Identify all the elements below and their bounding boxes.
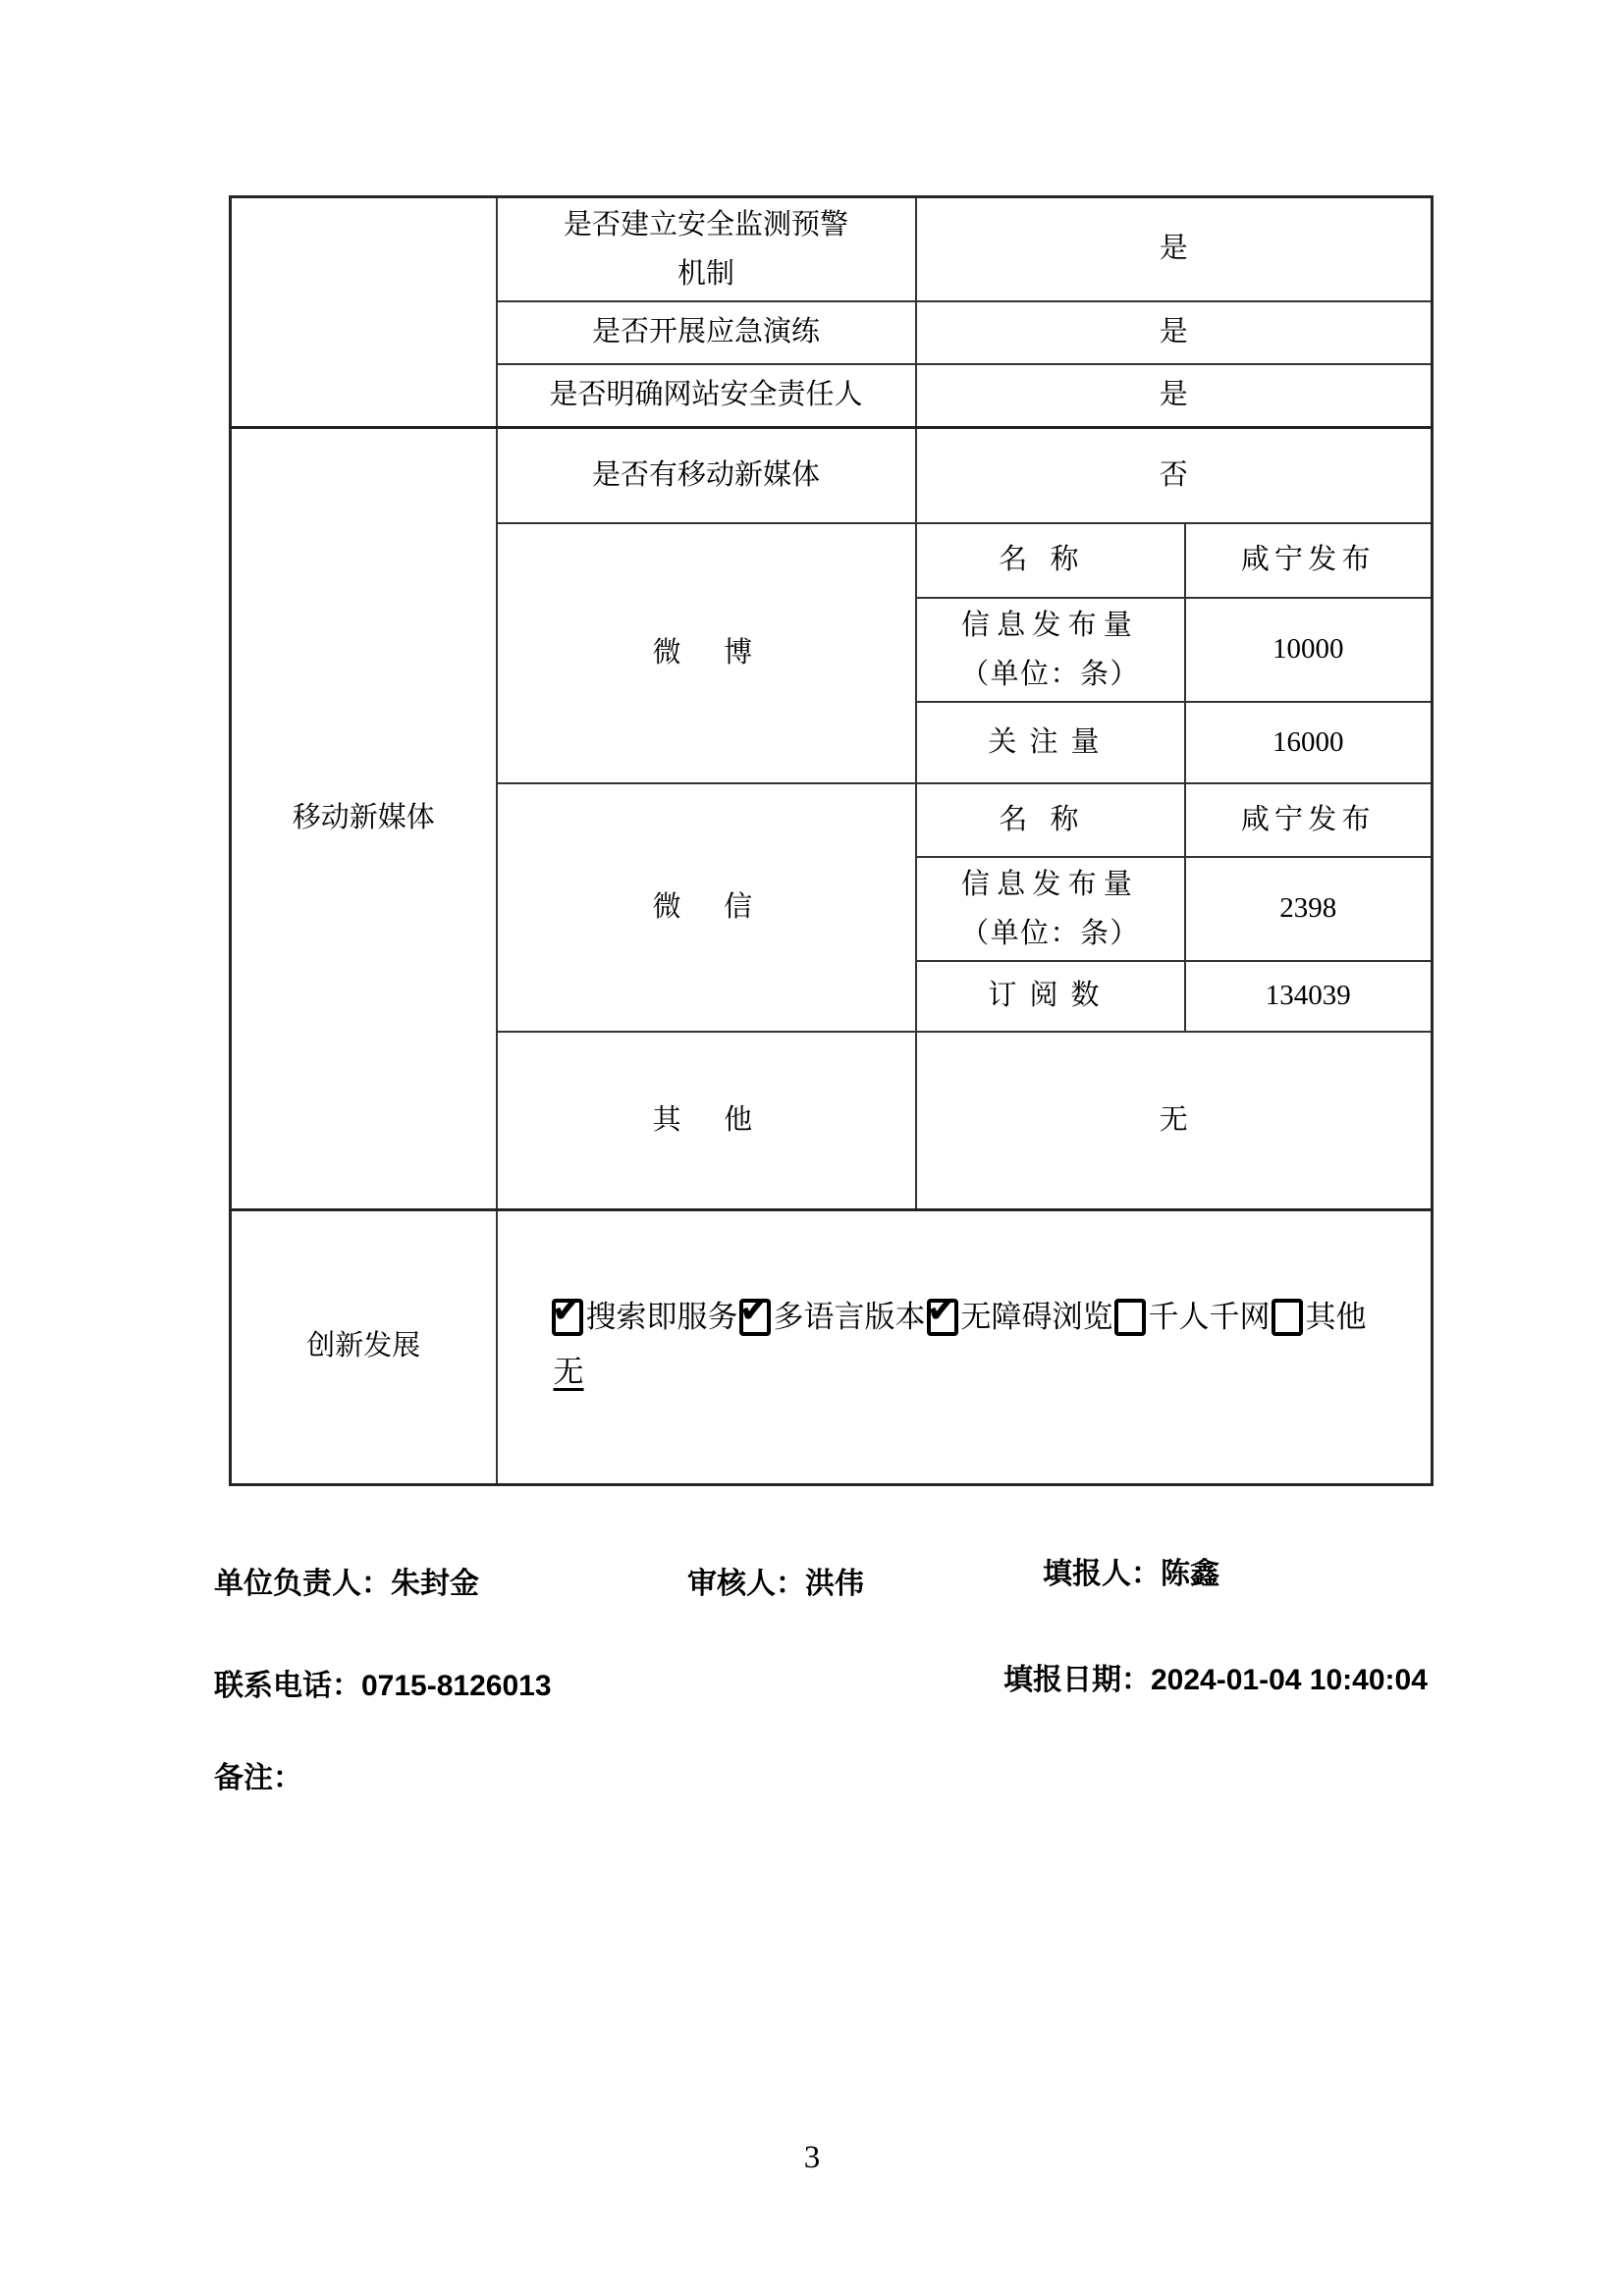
innovation-content [504, 1299, 1426, 1396]
innovation-other-value: 无 [553, 1354, 584, 1389]
checkbox-icon [927, 1299, 958, 1336]
mobile-media-section-label: 移动新媒体 [231, 427, 497, 1209]
weibo-group-label: 微 博 [497, 523, 916, 783]
table-row [231, 427, 1433, 523]
page-number: 3 [803, 2140, 821, 2175]
checkbox-icon [1272, 1299, 1303, 1336]
security-monitor-label: 是否建立安全监测预警 机制 [497, 197, 916, 302]
other-media-label: 其 他 [497, 1032, 916, 1209]
fill-date: 填报日期：2024-01-04 10:40:04 [1003, 1664, 1428, 1696]
emergency-drill-value: 是 [916, 301, 1433, 364]
option-personalized: 千人千网 [1113, 1299, 1271, 1336]
option-multilingual: ✔ 多语言版本 [738, 1299, 926, 1336]
security-monitor-value: 是 [916, 197, 1433, 302]
emergency-drill-label: 是否开展应急演练 [497, 301, 916, 364]
has-mobile-media-label: 是否有移动新媒体 [497, 427, 916, 523]
wechat-name-value: 咸宁发布 [1185, 783, 1433, 857]
security-officer-label: 是否明确网站安全责任人 [497, 364, 916, 427]
remarks-label: 备注： [214, 1762, 302, 1794]
weibo-name-label: 名称 [916, 523, 1185, 598]
weibo-name-value: 咸宁发布 [1185, 523, 1433, 598]
option-search-as-service: ✔ 搜索即服务 [551, 1299, 738, 1336]
weibo-followers-value: 16000 [1185, 702, 1433, 783]
wechat-subscribers-label: 订阅数 [916, 961, 1185, 1032]
unit-head: 单位负责人：朱封金 [214, 1568, 479, 1600]
wechat-name-label: 名称 [916, 783, 1185, 857]
security-section-cell [231, 197, 497, 428]
report-table [229, 195, 1434, 1486]
checkbox-icon [552, 1299, 583, 1336]
weibo-publish-value: 10000 [1185, 598, 1433, 702]
wechat-subscribers-value: 134039 [1185, 961, 1433, 1032]
other-media-value: 无 [916, 1032, 1433, 1209]
security-officer-value: 是 [916, 364, 1433, 427]
innovation-content-cell [497, 1209, 1433, 1484]
option-other: 其他 [1271, 1299, 1367, 1336]
wechat-publish-label: 信息发布量 （单位：条） [916, 857, 1185, 961]
innovation-options [551, 1299, 1367, 1336]
table-row [231, 197, 1433, 302]
filler: 填报人：陈鑫 [1043, 1558, 1219, 1590]
checkbox-icon [1114, 1299, 1146, 1336]
weibo-followers-label: 关注量 [916, 702, 1185, 783]
has-mobile-media-value: 否 [916, 427, 1433, 523]
wechat-group-label: 微 信 [497, 783, 916, 1032]
table-row [231, 1209, 1433, 1484]
reviewer: 审核人：洪伟 [687, 1568, 864, 1600]
contact-phone: 联系电话：0715-8126013 [214, 1670, 552, 1702]
weibo-publish-label: 信息发布量 （单位：条） [916, 598, 1185, 702]
option-accessibility: ✔ 无障碍浏览 [926, 1299, 1113, 1336]
innovation-section-label: 创新发展 [231, 1209, 497, 1484]
wechat-publish-value: 2398 [1185, 857, 1433, 961]
checkbox-icon [739, 1299, 771, 1336]
